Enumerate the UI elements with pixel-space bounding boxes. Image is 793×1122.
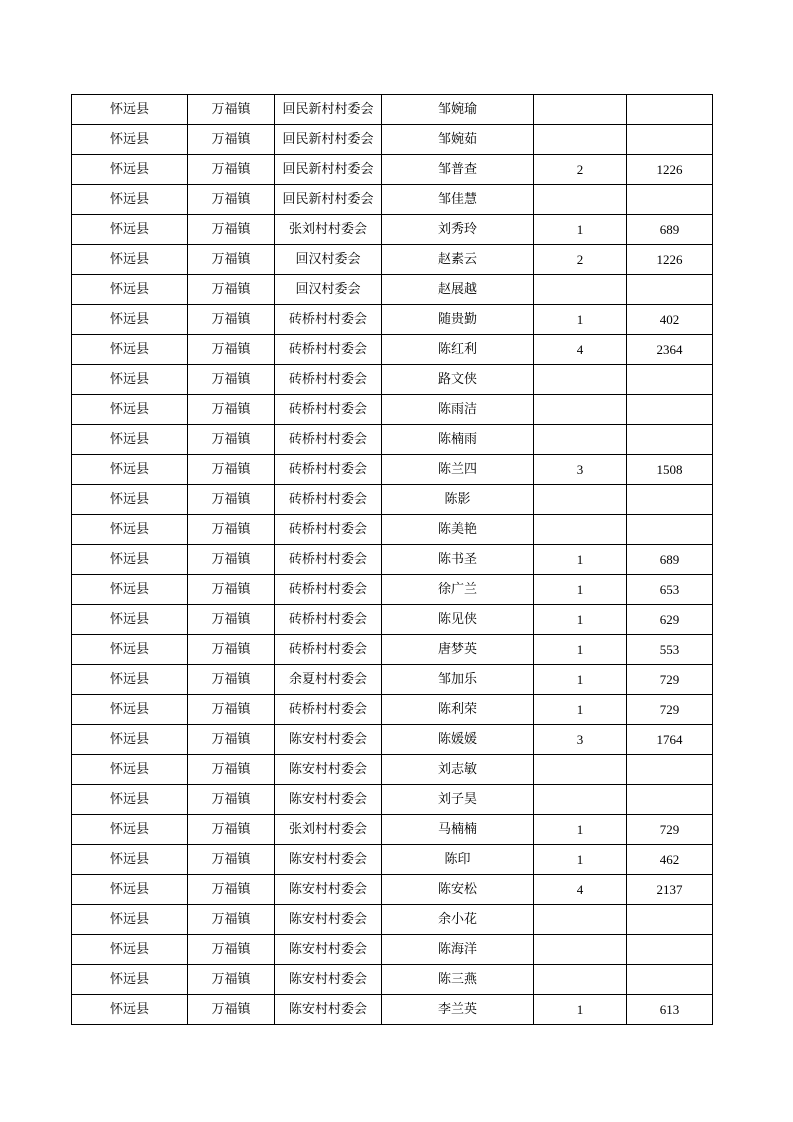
village-committee-cell: 砖桥村村委会	[275, 545, 382, 575]
roster-table-body	[72, 95, 713, 1025]
county-cell: 怀远县	[72, 365, 188, 395]
county-cell: 怀远县	[72, 695, 188, 725]
table-row	[72, 305, 713, 335]
town-cell: 万福镇	[188, 125, 275, 155]
table-row	[72, 785, 713, 815]
household-size-cell: 1	[534, 695, 627, 725]
household-size-cell: 4	[534, 335, 627, 365]
household-size-cell: 1	[534, 575, 627, 605]
name-cell: 陈兰四	[382, 455, 534, 485]
amount-cell: 729	[627, 665, 713, 695]
table-row	[72, 695, 713, 725]
village-committee-cell: 陈安村村委会	[275, 965, 382, 995]
table-row	[72, 515, 713, 545]
household-size-cell	[534, 485, 627, 515]
village-committee-cell: 回民新村村委会	[275, 95, 382, 125]
village-committee-cell: 陈安村村委会	[275, 935, 382, 965]
amount-cell	[627, 485, 713, 515]
county-cell: 怀远县	[72, 815, 188, 845]
name-cell: 刘志敏	[382, 755, 534, 785]
amount-cell: 2364	[627, 335, 713, 365]
table-row	[72, 125, 713, 155]
amount-cell: 553	[627, 635, 713, 665]
town-cell: 万福镇	[188, 605, 275, 635]
name-cell: 徐广兰	[382, 575, 534, 605]
county-cell: 怀远县	[72, 665, 188, 695]
town-cell: 万福镇	[188, 245, 275, 275]
name-cell: 陈影	[382, 485, 534, 515]
amount-cell: 689	[627, 215, 713, 245]
village-committee-cell: 陈安村村委会	[275, 785, 382, 815]
county-cell: 怀远县	[72, 425, 188, 455]
table-row	[72, 185, 713, 215]
name-cell: 陈安松	[382, 875, 534, 905]
county-cell: 怀远县	[72, 845, 188, 875]
village-committee-cell: 砖桥村村委会	[275, 365, 382, 395]
town-cell: 万福镇	[188, 785, 275, 815]
town-cell: 万福镇	[188, 155, 275, 185]
amount-cell: 613	[627, 995, 713, 1025]
town-cell: 万福镇	[188, 185, 275, 215]
county-cell: 怀远县	[72, 905, 188, 935]
amount-cell	[627, 905, 713, 935]
county-cell: 怀远县	[72, 125, 188, 155]
name-cell: 陈楠雨	[382, 425, 534, 455]
village-committee-cell: 砖桥村村委会	[275, 395, 382, 425]
name-cell: 赵展越	[382, 275, 534, 305]
county-cell: 怀远县	[72, 305, 188, 335]
amount-cell	[627, 365, 713, 395]
town-cell: 万福镇	[188, 995, 275, 1025]
village-committee-cell: 回民新村村委会	[275, 185, 382, 215]
town-cell: 万福镇	[188, 275, 275, 305]
name-cell: 邹婉茹	[382, 125, 534, 155]
household-size-cell	[534, 95, 627, 125]
amount-cell: 653	[627, 575, 713, 605]
county-cell: 怀远县	[72, 725, 188, 755]
household-size-cell: 1	[534, 215, 627, 245]
household-size-cell	[534, 905, 627, 935]
table-row	[72, 245, 713, 275]
village-committee-cell: 回汉村委会	[275, 245, 382, 275]
name-cell: 赵素云	[382, 245, 534, 275]
village-committee-cell: 回民新村村委会	[275, 125, 382, 155]
amount-cell: 2137	[627, 875, 713, 905]
amount-cell: 402	[627, 305, 713, 335]
table-row	[72, 95, 713, 125]
table-row	[72, 485, 713, 515]
amount-cell	[627, 425, 713, 455]
county-cell: 怀远县	[72, 335, 188, 365]
county-cell: 怀远县	[72, 155, 188, 185]
name-cell: 陈三燕	[382, 965, 534, 995]
amount-cell	[627, 395, 713, 425]
name-cell: 陈海洋	[382, 935, 534, 965]
village-committee-cell: 砖桥村村委会	[275, 515, 382, 545]
village-committee-cell: 张刘村村委会	[275, 815, 382, 845]
town-cell: 万福镇	[188, 725, 275, 755]
household-size-cell	[534, 395, 627, 425]
name-cell: 马楠楠	[382, 815, 534, 845]
name-cell: 陈印	[382, 845, 534, 875]
household-size-cell: 1	[534, 665, 627, 695]
table-row	[72, 755, 713, 785]
table-row	[72, 665, 713, 695]
household-size-cell	[534, 965, 627, 995]
town-cell: 万福镇	[188, 665, 275, 695]
village-committee-cell: 砖桥村村委会	[275, 575, 382, 605]
household-size-cell	[534, 515, 627, 545]
table-row	[72, 725, 713, 755]
amount-cell	[627, 785, 713, 815]
household-size-cell	[534, 755, 627, 785]
village-committee-cell: 砖桥村村委会	[275, 335, 382, 365]
table-row	[72, 815, 713, 845]
table-row	[72, 155, 713, 185]
household-size-cell	[534, 275, 627, 305]
village-committee-cell: 砖桥村村委会	[275, 695, 382, 725]
amount-cell	[627, 125, 713, 155]
household-size-cell: 1	[534, 995, 627, 1025]
table-row	[72, 215, 713, 245]
amount-cell: 729	[627, 815, 713, 845]
household-size-cell: 1	[534, 305, 627, 335]
name-cell: 刘秀玲	[382, 215, 534, 245]
amount-cell: 1508	[627, 455, 713, 485]
name-cell: 刘子昊	[382, 785, 534, 815]
county-cell: 怀远县	[72, 275, 188, 305]
village-committee-cell: 砖桥村村委会	[275, 605, 382, 635]
name-cell: 陈美艳	[382, 515, 534, 545]
table-row	[72, 575, 713, 605]
household-size-cell	[534, 935, 627, 965]
town-cell: 万福镇	[188, 815, 275, 845]
household-size-cell	[534, 185, 627, 215]
town-cell: 万福镇	[188, 395, 275, 425]
county-cell: 怀远县	[72, 395, 188, 425]
town-cell: 万福镇	[188, 455, 275, 485]
village-committee-cell: 砖桥村村委会	[275, 485, 382, 515]
amount-cell	[627, 275, 713, 305]
county-cell: 怀远县	[72, 605, 188, 635]
amount-cell: 729	[627, 695, 713, 725]
village-committee-cell: 陈安村村委会	[275, 755, 382, 785]
household-size-cell: 3	[534, 725, 627, 755]
table-row	[72, 635, 713, 665]
amount-cell	[627, 755, 713, 785]
town-cell: 万福镇	[188, 755, 275, 785]
town-cell: 万福镇	[188, 545, 275, 575]
household-size-cell: 4	[534, 875, 627, 905]
name-cell: 陈利荣	[382, 695, 534, 725]
table-row	[72, 965, 713, 995]
table-row	[72, 425, 713, 455]
name-cell: 路文侠	[382, 365, 534, 395]
table-row	[72, 605, 713, 635]
amount-cell: 629	[627, 605, 713, 635]
village-committee-cell: 陈安村村委会	[275, 875, 382, 905]
county-cell: 怀远县	[72, 995, 188, 1025]
village-committee-cell: 回民新村村委会	[275, 155, 382, 185]
county-cell: 怀远县	[72, 515, 188, 545]
name-cell: 邹佳慧	[382, 185, 534, 215]
amount-cell: 689	[627, 545, 713, 575]
table-row	[72, 935, 713, 965]
county-cell: 怀远县	[72, 245, 188, 275]
village-committee-cell: 张刘村村委会	[275, 215, 382, 245]
household-size-cell	[534, 425, 627, 455]
town-cell: 万福镇	[188, 305, 275, 335]
town-cell: 万福镇	[188, 425, 275, 455]
village-committee-cell: 砖桥村村委会	[275, 455, 382, 485]
village-committee-cell: 陈安村村委会	[275, 725, 382, 755]
household-size-cell: 3	[534, 455, 627, 485]
county-cell: 怀远县	[72, 455, 188, 485]
table-row	[72, 545, 713, 575]
county-cell: 怀远县	[72, 485, 188, 515]
table-row	[72, 455, 713, 485]
household-size-cell: 1	[534, 635, 627, 665]
amount-cell	[627, 515, 713, 545]
roster-table	[71, 94, 713, 1025]
town-cell: 万福镇	[188, 965, 275, 995]
county-cell: 怀远县	[72, 875, 188, 905]
town-cell: 万福镇	[188, 365, 275, 395]
amount-cell	[627, 185, 713, 215]
name-cell: 邹加乐	[382, 665, 534, 695]
household-size-cell: 1	[534, 845, 627, 875]
county-cell: 怀远县	[72, 95, 188, 125]
town-cell: 万福镇	[188, 635, 275, 665]
county-cell: 怀远县	[72, 185, 188, 215]
name-cell: 余小花	[382, 905, 534, 935]
amount-cell: 1764	[627, 725, 713, 755]
town-cell: 万福镇	[188, 695, 275, 725]
name-cell: 唐梦英	[382, 635, 534, 665]
village-committee-cell: 余夏村村委会	[275, 665, 382, 695]
village-committee-cell: 陈安村村委会	[275, 995, 382, 1025]
village-committee-cell: 砖桥村村委会	[275, 635, 382, 665]
town-cell: 万福镇	[188, 845, 275, 875]
village-committee-cell: 回汉村委会	[275, 275, 382, 305]
village-committee-cell: 陈安村村委会	[275, 845, 382, 875]
county-cell: 怀远县	[72, 215, 188, 245]
county-cell: 怀远县	[72, 785, 188, 815]
amount-cell: 1226	[627, 245, 713, 275]
table-row	[72, 395, 713, 425]
name-cell: 陈见侠	[382, 605, 534, 635]
table-row	[72, 845, 713, 875]
table-row	[72, 275, 713, 305]
amount-cell	[627, 95, 713, 125]
name-cell: 陈书圣	[382, 545, 534, 575]
household-size-cell	[534, 785, 627, 815]
county-cell: 怀远县	[72, 935, 188, 965]
name-cell: 陈红利	[382, 335, 534, 365]
county-cell: 怀远县	[72, 575, 188, 605]
town-cell: 万福镇	[188, 215, 275, 245]
county-cell: 怀远县	[72, 755, 188, 785]
county-cell: 怀远县	[72, 635, 188, 665]
name-cell: 邹普查	[382, 155, 534, 185]
household-size-cell: 2	[534, 155, 627, 185]
table-row	[72, 905, 713, 935]
town-cell: 万福镇	[188, 335, 275, 365]
table-row	[72, 335, 713, 365]
name-cell: 陈雨洁	[382, 395, 534, 425]
county-cell: 怀远县	[72, 545, 188, 575]
amount-cell: 462	[627, 845, 713, 875]
household-size-cell: 1	[534, 605, 627, 635]
village-committee-cell: 砖桥村村委会	[275, 305, 382, 335]
household-size-cell: 1	[534, 545, 627, 575]
table-row	[72, 875, 713, 905]
town-cell: 万福镇	[188, 935, 275, 965]
household-size-cell: 2	[534, 245, 627, 275]
household-size-cell: 1	[534, 815, 627, 845]
amount-cell: 1226	[627, 155, 713, 185]
amount-cell	[627, 965, 713, 995]
table-row	[72, 995, 713, 1025]
village-committee-cell: 陈安村村委会	[275, 905, 382, 935]
town-cell: 万福镇	[188, 515, 275, 545]
county-cell: 怀远县	[72, 965, 188, 995]
town-cell: 万福镇	[188, 875, 275, 905]
village-committee-cell: 砖桥村村委会	[275, 425, 382, 455]
town-cell: 万福镇	[188, 905, 275, 935]
town-cell: 万福镇	[188, 95, 275, 125]
household-size-cell	[534, 125, 627, 155]
town-cell: 万福镇	[188, 485, 275, 515]
name-cell: 李兰英	[382, 995, 534, 1025]
amount-cell	[627, 935, 713, 965]
table-row	[72, 365, 713, 395]
town-cell: 万福镇	[188, 575, 275, 605]
name-cell: 随贵勤	[382, 305, 534, 335]
name-cell: 陈媛媛	[382, 725, 534, 755]
name-cell: 邹婉瑜	[382, 95, 534, 125]
household-size-cell	[534, 365, 627, 395]
